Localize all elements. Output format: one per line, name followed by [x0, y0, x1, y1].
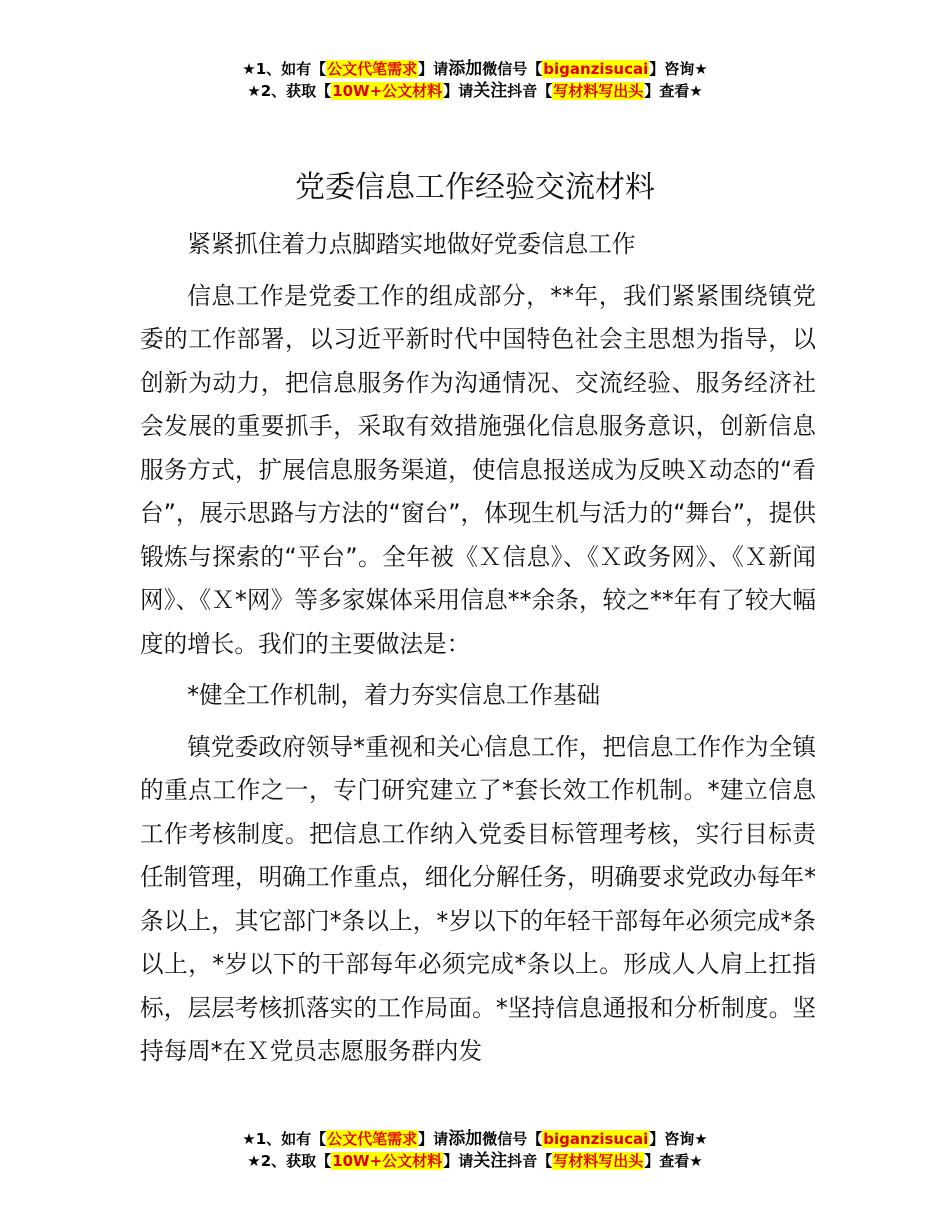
banner-text: ★1、如有【: [242, 60, 327, 78]
banner-text: 抖音【: [507, 1152, 553, 1170]
banner-text: 】查看★: [644, 82, 703, 100]
document-subtitle: 紧紧抓住着力点脚踏实地做好党委信息工作: [187, 230, 636, 258]
document-body: [140, 223, 816, 1074]
banner-text: ★1、如有【: [242, 1130, 327, 1148]
banner-text: 】咨询★: [649, 60, 708, 78]
banner-text: 抖音【: [507, 82, 553, 100]
banner-highlight: biganzisucai: [543, 1130, 649, 1148]
banner-emphasis: 添加: [448, 59, 483, 79]
banner-text: 微信号【: [482, 1130, 543, 1148]
banner-highlight: 10W+公文材料: [332, 82, 443, 100]
bottom-banner: [0, 1128, 950, 1172]
bottom-banner-line-2: [0, 1150, 950, 1172]
top-banner: [0, 58, 950, 102]
paragraph-intro: 信息工作是党委工作的组成部分，**年，我们紧紧围绕镇党委的工作部署，以习近平新时代中国特色社会主思想为指导，以创新为动力，把信息服务作为沟通情况、交流经验、服务经济社会发展的重要抓手，采取有效措施强化信息服务意识，创新信息服务方式，扩展信息服务渠道，使信息报送成为反映Ｘ动态的“看台”，展示思路与方法的“窗台”，体现生机与活力的“舞台”，提供锻炼与探索的“平台”。全年被《Ｘ信息》、《Ｘ政务网》、《Ｘ新闻网》、《Ｘ*网》等多家媒体采用信息**余条，较之**年有了较大幅度的增长。我们的主要做法是：: [140, 281, 816, 658]
banner-text: 】请: [443, 1152, 474, 1170]
section-heading: *健全工作机制，着力夯实信息工作基础: [187, 681, 601, 709]
banner-text: 】请: [418, 60, 449, 78]
document-title: 党委信息工作经验交流材料: [295, 170, 655, 205]
banner-text: 】查看★: [644, 1152, 703, 1170]
banner-text: 微信号【: [482, 60, 543, 78]
banner-emphasis: 关注: [473, 81, 508, 101]
banner-highlight: 写材料写出头: [553, 1152, 644, 1170]
banner-text: 】请: [418, 1130, 449, 1148]
banner-text: ★2、获取【: [247, 82, 332, 100]
banner-emphasis: 添加: [448, 1129, 483, 1149]
banner-text: 】咨询★: [649, 1130, 708, 1148]
banner-text: 】请: [443, 82, 474, 100]
banner-emphasis: 关注: [473, 1151, 508, 1171]
banner-highlight: biganzisucai: [543, 60, 649, 78]
top-banner-line-1: [0, 58, 950, 80]
bottom-banner-line-1: [0, 1128, 950, 1150]
banner-highlight: 写材料写出头: [553, 82, 644, 100]
top-banner-line-2: [0, 80, 950, 102]
paragraph-mechanism: 镇党委政府领导*重视和关心信息工作，把信息工作作为全镇的重点工作之一，专门研究建立了*套长效工作机制。*建立信息工作考核制度。把信息工作纳入党委目标管理考核，实行目标责任制管理，明确工作重点，细化分解任务，明确要求党政办每年*条以上，其它部门*条以上，*岁以下的年轻干部每年必须完成*条以上，*岁以下的干部每年必须完成*条以上。形成人人肩上扛指标，层层考核抓落实的工作局面。*坚持信息通报和分析制度。坚持每周*在Ｘ党员志愿服务群内发: [140, 732, 816, 1065]
banner-highlight: 10W+公文材料: [332, 1152, 443, 1170]
banner-highlight: 公文代笔需求: [327, 60, 418, 78]
banner-highlight: 公文代笔需求: [327, 1130, 418, 1148]
banner-text: ★2、获取【: [247, 1152, 332, 1170]
